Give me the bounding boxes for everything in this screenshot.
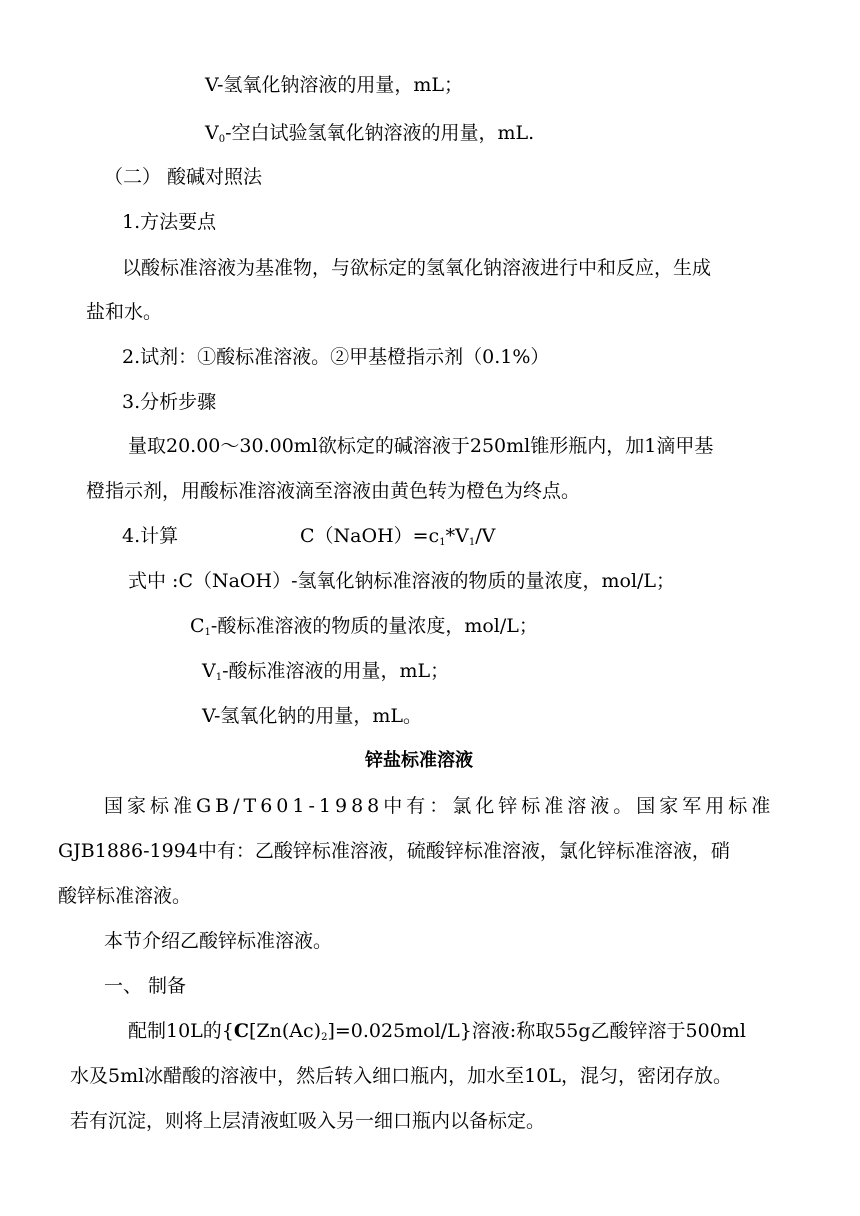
text-span: -酸标准溶液的物质的量浓度，mol/L； xyxy=(210,615,538,637)
text-line: V-氢氧化钠溶液的用量，mL； xyxy=(205,74,464,96)
section-title: 锌盐标准溶液 xyxy=(365,750,473,771)
text-line: V-氢氧化钠的用量，mL。 xyxy=(202,705,423,727)
text-span: /V xyxy=(475,525,496,547)
text-line xyxy=(122,523,178,549)
text-span: C（NaOH）=c xyxy=(300,525,440,547)
text-line: 盐和水。 xyxy=(86,301,163,323)
formula xyxy=(300,523,495,549)
subscript: 1 xyxy=(204,627,211,638)
text-line: 若有沉淀，则将上层清液虹吸入另一细口瓶内以备标定。 xyxy=(70,1110,546,1132)
text-line: 3.分析步骤 xyxy=(122,391,217,413)
text-span: C xyxy=(233,1020,250,1042)
text-span: -酸标准溶液的用量，mL； xyxy=(222,660,450,682)
text-span: 4.计算 xyxy=(122,525,179,547)
text-span: 配制10L的{ xyxy=(128,1020,234,1042)
text-line xyxy=(202,658,449,684)
text-line: 2.试剂：①酸标准溶液。②甲基橙指示剂（0.1%） xyxy=(122,346,550,368)
text-line: 式中 :C（NaOH）-氢氧化钠标准溶液的物质的量浓度，mol/L； xyxy=(128,570,676,592)
text-span: V xyxy=(205,122,219,144)
subscript: 1 xyxy=(439,537,446,548)
section-heading: （二） 酸碱对照法 xyxy=(104,166,263,188)
text-line xyxy=(190,613,538,639)
text-span: [Zn(Ac) xyxy=(249,1020,322,1042)
text-span: V xyxy=(202,660,216,682)
text-line: 水及5ml冰醋酸的溶液中，然后转入细口瓶内，加水至10L，混匀，密闭存放。 xyxy=(70,1065,732,1087)
text-line: 酸锌标准溶液。 xyxy=(58,885,192,907)
text-line xyxy=(205,120,534,146)
subscript: 2 xyxy=(321,1032,328,1043)
text-span: ]=0.025mol/L}溶液:称取55g乙酸锌溶于500ml xyxy=(327,1020,746,1042)
text-line: GJB1886-1994中有：乙酸锌标准溶液，硫酸锌标准溶液，氯化锌标准溶液，硝 xyxy=(58,840,730,862)
section-heading: 一、 制备 xyxy=(104,975,187,997)
subscript: 1 xyxy=(468,537,476,548)
text-line: 以酸标准溶液为基准物，与欲标定的氢氧化钠溶液进行中和反应，生成 xyxy=(122,257,712,279)
subscript: 0 xyxy=(218,134,226,145)
text-line: 国家标准GB/T601-1988中有：氯化锌标准溶液。国家军用标准 xyxy=(104,795,775,817)
text-line xyxy=(128,1018,746,1044)
text-span: *V xyxy=(445,525,469,547)
text-span: -空白试验氢氧化钠溶液的用量，mL. xyxy=(225,122,535,144)
text-line: 量取20.00～30.00ml欲标定的碱溶液于250ml锥形瓶内，加1滴甲基 xyxy=(128,435,714,457)
text-line: 本节介绍乙酸锌标准溶液。 xyxy=(104,930,333,952)
subscript: 1 xyxy=(215,672,223,683)
text-span: C xyxy=(190,615,205,637)
text-line: 1.方法要点 xyxy=(122,211,217,233)
text-line: 橙指示剂，用酸标准溶液滴至溶液由黄色转为橙色为终点。 xyxy=(86,480,581,502)
